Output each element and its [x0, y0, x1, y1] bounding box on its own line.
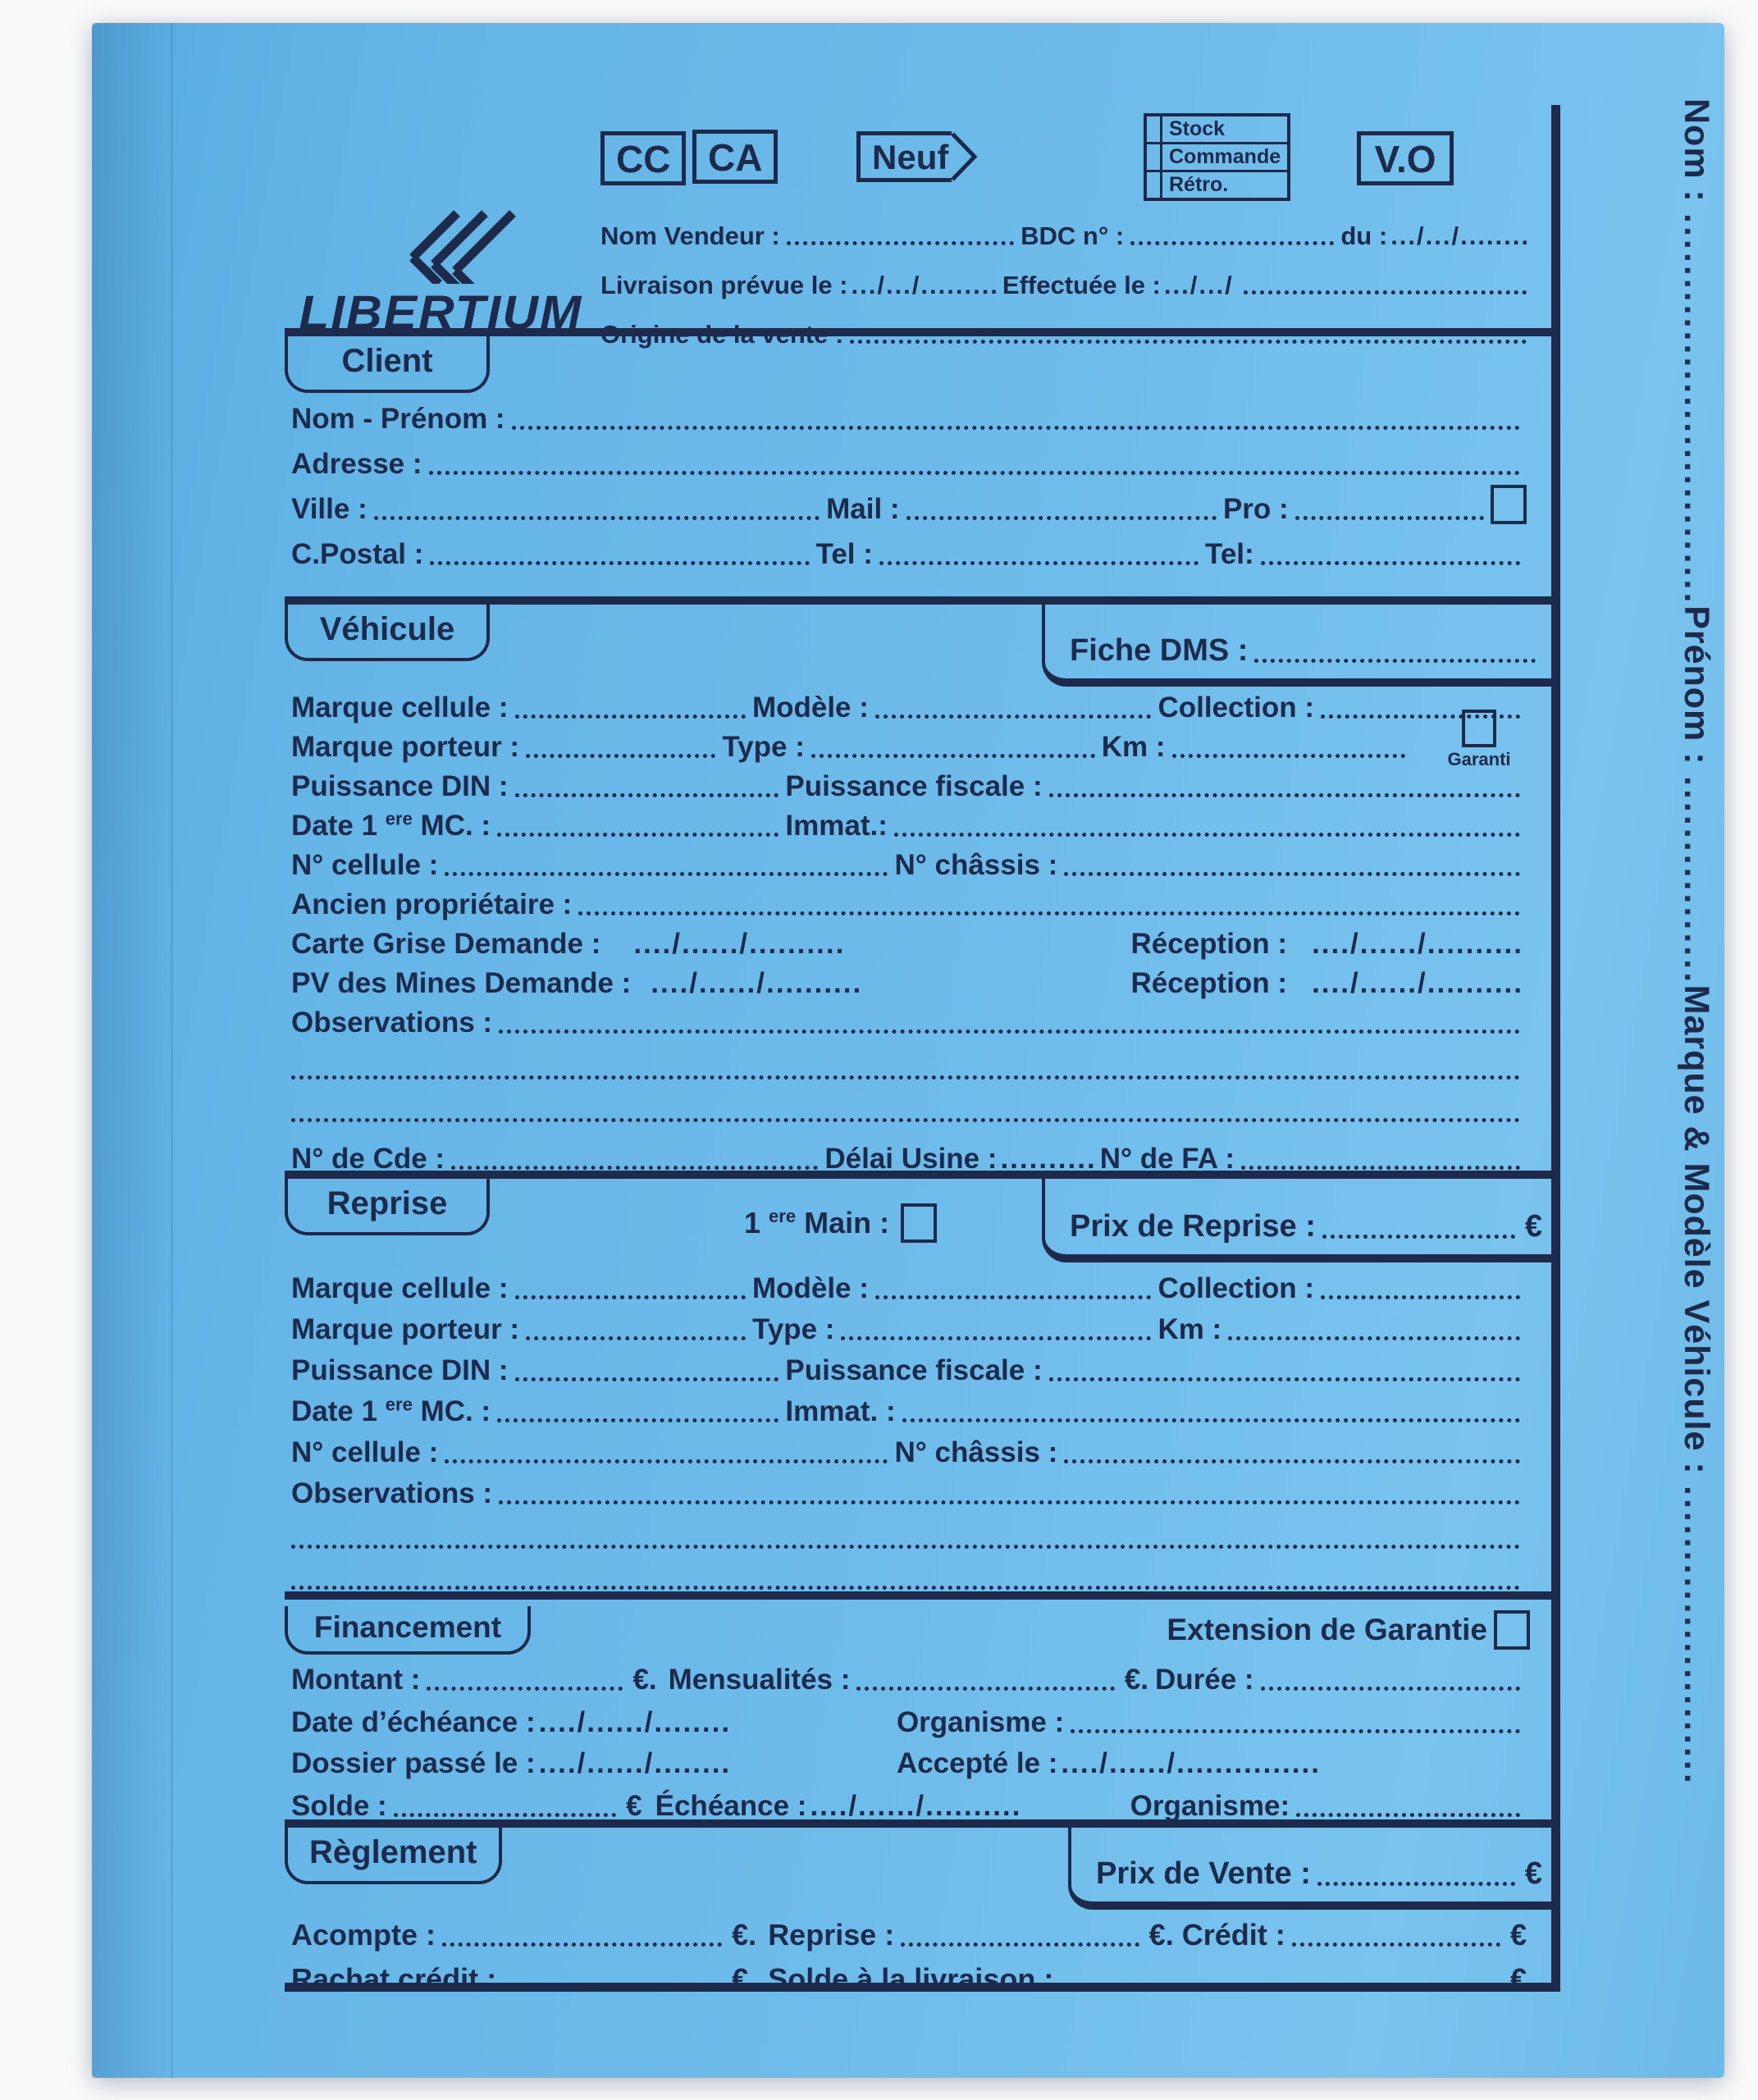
reprise-marque-cellule-field[interactable] — [515, 1295, 746, 1299]
solde-livraison-label: Solde à la livraison : — [768, 1962, 1054, 1996]
paper-form — [92, 23, 1724, 2078]
puissance-din-field[interactable] — [515, 793, 779, 797]
ancien-proprietaire-field[interactable] — [578, 911, 1520, 915]
vehicule-row-obs-line3 — [285, 1090, 1551, 1133]
reprise-row-puissance — [285, 1351, 1551, 1392]
du-field[interactable]: .../.../........ — [1390, 221, 1530, 250]
effectuee-field[interactable] — [1244, 290, 1527, 294]
tel-field[interactable] — [879, 561, 1199, 565]
carte-grise-reception-field[interactable]: ..../....../.......... — [1312, 928, 1523, 960]
cpostal-label: C.Postal : — [291, 538, 424, 570]
brand-name: LIBERTIUM — [298, 286, 582, 340]
solde-field[interactable] — [394, 1813, 616, 1817]
credit-field[interactable] — [1292, 1942, 1500, 1947]
sidebar-nom-label: Nom : — [1677, 98, 1716, 213]
pv-mines-reception-label: Réception : — [1130, 967, 1288, 999]
reglement-reprise-label: Reprise : — [768, 1918, 895, 1952]
reprise-n-cellule-label: N° cellule : — [291, 1436, 439, 1468]
reglement-reprise-euro: €. — [1148, 1918, 1174, 1952]
reprise-n-chassis-field[interactable] — [1064, 1459, 1520, 1463]
modele-label: Modèle : — [751, 692, 869, 724]
duree-field[interactable] — [1261, 1687, 1520, 1691]
acompte-field[interactable] — [442, 1942, 722, 1947]
commande-label: Commande — [1162, 144, 1290, 171]
date-1ere-mc-label: Date 1 $^{ere}$ MC. : — [291, 808, 491, 842]
premiere-main-label: 1 $^{ere}$ Main : — [744, 1206, 890, 1239]
ancien-proprietaire-label: Ancien propriétaire : — [291, 888, 573, 920]
premiere-main-group — [744, 1203, 937, 1243]
mensualites-field[interactable] — [856, 1687, 1114, 1691]
financement-tab: Financement — [285, 1606, 531, 1655]
bdc-label: BDC n° : — [1021, 221, 1125, 250]
observations-field-line2[interactable] — [291, 1075, 1520, 1080]
premiere-main-checkbox[interactable] — [901, 1203, 937, 1243]
prix-reprise-euro: € — [1524, 1209, 1542, 1244]
reprise-collection-field[interactable] — [1321, 1295, 1520, 1299]
acompte-label: Acompte : — [291, 1918, 436, 1952]
reprise-row-obs-line2 — [285, 1515, 1551, 1559]
section-financement — [285, 1591, 1551, 1822]
extension-garantie-checkbox[interactable] — [1494, 1610, 1530, 1650]
montant-label: Montant : — [291, 1664, 421, 1696]
reprise-km-label: Km : — [1158, 1313, 1222, 1345]
financement-row-montant — [285, 1660, 1551, 1701]
puissance-fiscale-label: Puissance fiscale : — [785, 770, 1043, 802]
section-vehicule — [285, 596, 1551, 1175]
marque-porteur-label: Marque porteur : — [291, 731, 520, 763]
livraison-field[interactable]: .../.../......... — [851, 271, 999, 299]
prix-vente-euro: € — [1524, 1856, 1542, 1891]
sidebar-marque-modele-label: Marque & Modèle Véhicule : — [1677, 984, 1716, 1486]
reprise-puissance-fiscale-label: Puissance fiscale : — [785, 1354, 1043, 1386]
rachat-credit-euro: €. — [732, 1962, 757, 1996]
km-field[interactable] — [1172, 754, 1406, 758]
pv-mines-label: PV des Mines Demande : — [291, 967, 632, 999]
prix-reprise-box — [1042, 1179, 1560, 1262]
vehicule-row-pv-mines — [285, 966, 1551, 1005]
rachat-credit-field[interactable] — [503, 1987, 722, 1991]
sidebar-prenom-label: Prénom : — [1677, 605, 1716, 776]
retro-label: Rétro. — [1162, 171, 1290, 200]
cc-box[interactable]: CC — [600, 131, 686, 185]
adresse-field[interactable] — [429, 471, 1520, 475]
reprise-type-field[interactable] — [841, 1336, 1151, 1340]
organisme-label: Organisme : — [896, 1706, 1065, 1738]
stock-checkbox[interactable] — [1145, 115, 1162, 144]
delai-usine-field[interactable]: .......... — [1000, 1143, 1097, 1175]
prix-vente-label: Prix de Vente : — [1096, 1856, 1311, 1891]
fiche-dms-box — [1042, 605, 1560, 687]
reglement-tab: Règlement — [285, 1828, 502, 1884]
client-tab: Client — [285, 336, 490, 393]
tel2-label: Tel: — [1205, 538, 1254, 570]
dossier-passe-label: Dossier passé le : — [291, 1747, 536, 1779]
client-row-nom — [285, 393, 1551, 441]
reprise-type-label: Type : — [751, 1313, 835, 1345]
sidebar-vertical-fields — [1575, 98, 1716, 2010]
n-cde-label: N° de Cde : — [291, 1143, 445, 1175]
echeance-field[interactable]: ..../....../.......... — [810, 1790, 1022, 1822]
reprise-header — [285, 1179, 1551, 1269]
retro-checkbox[interactable] — [1145, 171, 1162, 200]
neuf-label: Neuf — [856, 131, 952, 182]
sidebar-nom-dots[interactable]: .............................. — [1677, 212, 1716, 606]
observations-field-line3[interactable] — [291, 1118, 1520, 1122]
n-cellule-field[interactable] — [445, 872, 888, 876]
stock-label: Stock — [1162, 115, 1290, 144]
garanti-checkbox[interactable] — [1462, 710, 1496, 747]
observations-label: Observations : — [291, 1007, 493, 1039]
dossier-passe-field[interactable]: ..../....../........ — [538, 1747, 732, 1779]
reprise-modele-field[interactable] — [875, 1295, 1152, 1299]
montant-euro: €. — [632, 1664, 657, 1696]
tel2-field[interactable] — [1261, 561, 1520, 565]
acompte-euro: €. — [732, 1918, 757, 1952]
reprise-row-marque — [285, 1269, 1551, 1310]
mensualites-euro: €. — [1124, 1664, 1148, 1696]
effectuee-date[interactable]: .../.../ — [1163, 271, 1234, 299]
credit-euro: € — [1509, 1918, 1527, 1952]
effectuee-label: Effectuée le : — [1002, 271, 1161, 299]
solde-euro: € — [626, 1790, 642, 1822]
reprise-km-field[interactable] — [1228, 1336, 1520, 1340]
marque-porteur-field[interactable] — [526, 754, 715, 758]
reprise-n-chassis-label: N° châssis : — [894, 1436, 1058, 1468]
reglement-reprise-field[interactable] — [901, 1942, 1139, 1947]
n-fa-label: N° de FA : — [1099, 1143, 1235, 1175]
reprise-row-porteur — [285, 1310, 1551, 1351]
vehicule-row-observations — [285, 1005, 1551, 1044]
immat-field[interactable] — [894, 833, 1520, 837]
reprise-immat-label: Immat. : — [785, 1395, 896, 1427]
observations-field[interactable] — [499, 1029, 1520, 1034]
sidebar-prenom-dots[interactable]: ................ — [1677, 775, 1716, 985]
adresse-label: Adresse : — [291, 448, 422, 480]
reprise-marque-porteur-label: Marque porteur : — [291, 1313, 520, 1345]
organisme2-label: Organisme: — [1130, 1790, 1290, 1822]
pv-mines-reception-field[interactable]: ..../....../.......... — [1312, 967, 1523, 999]
solde-label: Solde : — [291, 1790, 387, 1822]
ca-box[interactable]: CA — [692, 130, 778, 184]
reprise-puissance-din-field[interactable] — [515, 1377, 779, 1381]
financement-header — [285, 1600, 1551, 1660]
livraison-label: Livraison prévue le : — [600, 271, 848, 299]
extension-garantie-label: Extension de Garantie — [1167, 1613, 1487, 1646]
nom-vendeur-label: Nom Vendeur : — [600, 221, 780, 250]
vehicule-row-ancien — [285, 887, 1551, 926]
ville-field[interactable] — [374, 516, 820, 520]
ville-label: Ville : — [291, 493, 368, 525]
cpostal-field[interactable] — [430, 561, 809, 565]
vehicule-row-cellule — [285, 847, 1551, 887]
reprise-observations-label: Observations : — [291, 1477, 493, 1509]
pv-mines-demande-field[interactable]: ..../....../.......... — [651, 967, 863, 999]
reprise-puissance-fiscale-field[interactable] — [1049, 1377, 1520, 1381]
mail-field[interactable] — [906, 516, 1217, 520]
vo-box[interactable]: V.O — [1357, 131, 1454, 185]
carte-grise-demande-field[interactable]: ..../....../.......... — [633, 928, 846, 960]
vehicule-tab: Véhicule — [285, 605, 490, 661]
mail-label: Mail : — [826, 493, 900, 525]
accepte-le-label: Accepté le : — [896, 1747, 1058, 1779]
prix-vente-field[interactable] — [1317, 1882, 1515, 1886]
organisme-field[interactable] — [1071, 1729, 1520, 1733]
client-row-cpostal — [285, 531, 1551, 576]
n-chassis-field[interactable] — [1064, 872, 1520, 876]
rachat-credit-label: Rachat crédit : — [291, 1962, 497, 1996]
form-frame — [285, 105, 1560, 1996]
section-reglement — [285, 1819, 1551, 1996]
header-boxes — [600, 105, 1541, 202]
neuf-box[interactable] — [856, 131, 984, 182]
reprise-collection-label: Collection : — [1158, 1272, 1314, 1304]
origine-label: Origine de la vente : — [600, 320, 844, 349]
reprise-marque-cellule-label: Marque cellule : — [291, 1272, 509, 1304]
km-label: Km : — [1101, 731, 1166, 763]
financement-row-echeance — [285, 1701, 1551, 1744]
n-fa-field[interactable] — [1241, 1166, 1520, 1170]
libertium-logo — [285, 169, 596, 340]
reprise-n-cellule-field[interactable] — [445, 1459, 888, 1463]
nom-prenom-label: Nom - Prénom : — [291, 403, 505, 435]
arrow-right-icon — [952, 131, 984, 182]
puissance-din-label: Puissance DIN : — [291, 770, 509, 802]
reglement-row-acompte — [285, 1915, 1551, 1957]
n-chassis-label: N° châssis : — [894, 849, 1058, 881]
modele-field[interactable] — [875, 714, 1152, 719]
fiche-dms-field[interactable] — [1254, 659, 1536, 663]
pro-field[interactable] — [1295, 516, 1484, 520]
mensualites-label: Mensualités : — [668, 1664, 851, 1696]
carte-grise-reception-label: Réception : — [1130, 928, 1288, 960]
delai-usine-label: Délai Usine : — [824, 1143, 998, 1175]
date-1ere-mc-field[interactable] — [497, 833, 779, 837]
garanti-group — [1430, 710, 1528, 770]
date-echeance-label: Date d’échéance : — [291, 1706, 536, 1738]
client-row-ville — [285, 486, 1551, 531]
date-echeance-field[interactable]: ..../....../........ — [538, 1706, 732, 1738]
prix-vente-box — [1068, 1828, 1560, 1910]
nom-vendeur-field[interactable] — [787, 241, 1014, 245]
reprise-row-cellule — [285, 1433, 1551, 1474]
duree-label: Durée : — [1154, 1664, 1254, 1696]
type-field[interactable] — [811, 754, 1095, 758]
echeance-label: Échéance : — [655, 1790, 807, 1822]
reprise-observations-field[interactable] — [499, 1500, 1520, 1504]
vehicule-row-date-mc — [285, 808, 1551, 847]
n-cellule-label: N° cellule : — [291, 849, 439, 881]
prix-reprise-label: Prix de Reprise : — [1070, 1209, 1316, 1244]
tel-label: Tel : — [815, 538, 873, 570]
chevrons-icon — [406, 169, 529, 284]
montant-field[interactable] — [427, 1687, 623, 1691]
reglement-row-rachat — [285, 1957, 1551, 2002]
organisme2-field[interactable] — [1296, 1813, 1520, 1817]
type-label: Type : — [722, 731, 805, 763]
nom-prenom-field[interactable] — [512, 426, 1520, 430]
header-row-livraison — [600, 251, 1541, 300]
carte-grise-label: Carte Grise Demande : — [291, 928, 601, 960]
reprise-modele-label: Modèle : — [751, 1272, 869, 1304]
solde-livraison-field[interactable] — [1060, 1987, 1500, 1991]
vehicule-header — [285, 605, 1551, 690]
reprise-marque-porteur-field[interactable] — [526, 1336, 746, 1340]
vehicule-row-obs-line2 — [285, 1044, 1551, 1090]
reprise-row-date-mc — [285, 1392, 1551, 1433]
du-label: du : — [1340, 221, 1388, 250]
credit-label: Crédit : — [1181, 1918, 1285, 1952]
solde-livraison-euro: € — [1509, 1962, 1527, 1996]
neuf-options-table — [1144, 113, 1290, 201]
vehicule-row-porteur — [285, 729, 1551, 769]
vehicule-row-carte-grise — [285, 926, 1551, 966]
section-client — [285, 328, 1551, 596]
client-row-adresse — [285, 441, 1551, 486]
reglement-header — [285, 1828, 1551, 1915]
header-area — [600, 105, 1541, 349]
reprise-immat-field[interactable] — [902, 1418, 1520, 1422]
pro-label: Pro : — [1222, 493, 1289, 525]
puissance-fiscale-field[interactable] — [1049, 793, 1520, 797]
commande-checkbox[interactable] — [1145, 144, 1162, 171]
marque-cellule-label: Marque cellule : — [291, 692, 509, 724]
reprise-observations-line3[interactable] — [291, 1586, 1520, 1590]
immat-label: Immat.: — [785, 810, 888, 842]
reprise-tab: Reprise — [285, 1179, 490, 1235]
reprise-date-1ere-mc-label: Date 1 $^{ere}$ MC. : — [291, 1394, 491, 1427]
reprise-puissance-din-label: Puissance DIN : — [291, 1354, 509, 1386]
reprise-observations-line2[interactable] — [291, 1545, 1520, 1549]
reprise-row-observations — [285, 1474, 1551, 1515]
marque-cellule-field[interactable] — [515, 714, 746, 719]
garanti-label: Garanti — [1447, 749, 1511, 769]
header-row-vendeur — [600, 202, 1541, 251]
n-cde-field[interactable] — [451, 1166, 818, 1170]
prix-reprise-field[interactable] — [1322, 1235, 1515, 1239]
vehicule-row-marque — [285, 690, 1551, 729]
reprise-date-1ere-mc-field[interactable] — [497, 1418, 779, 1422]
vehicule-row-puissance — [285, 769, 1551, 808]
bdc-field[interactable] — [1130, 241, 1334, 245]
fiche-dms-label: Fiche DMS : — [1070, 633, 1249, 668]
accepte-le-field[interactable]: ..../....../............... — [1061, 1747, 1321, 1779]
pro-checkbox[interactable] — [1491, 485, 1527, 524]
financement-row-dossier — [285, 1744, 1551, 1785]
client-header — [285, 336, 1551, 393]
sidebar-marque-modele-dots[interactable]: ....................... — [1677, 1485, 1716, 1787]
section-reprise — [285, 1171, 1551, 1591]
collection-label: Collection : — [1158, 692, 1314, 724]
